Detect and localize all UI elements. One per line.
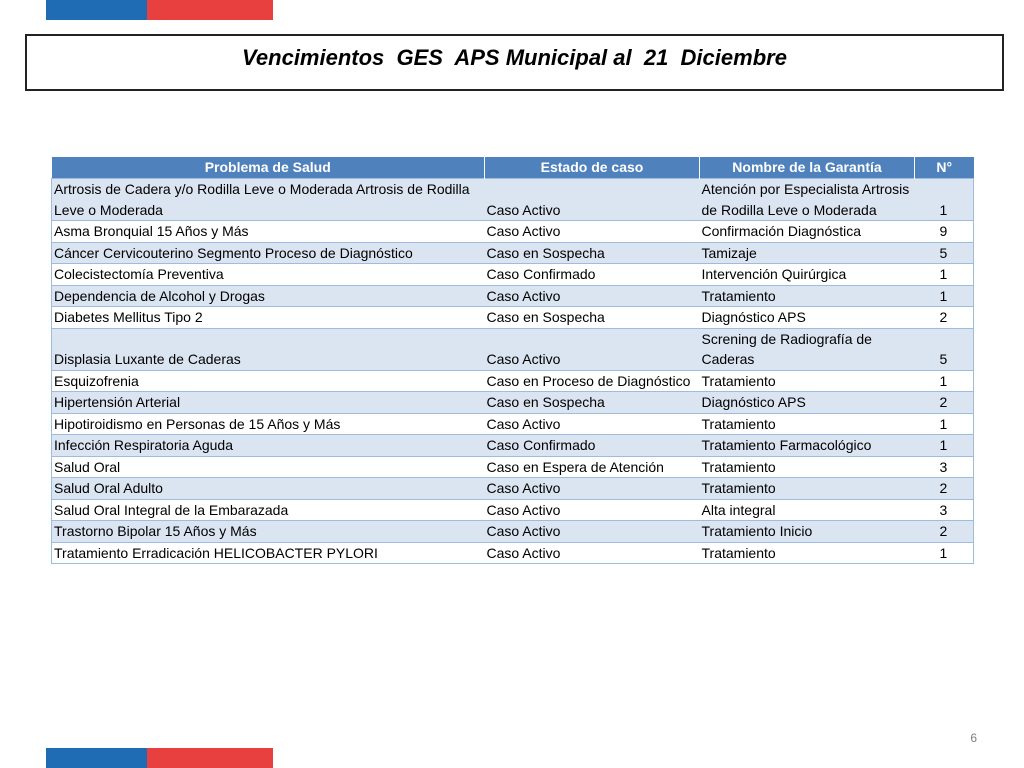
- cell-estado-de-caso: Caso Activo: [485, 542, 700, 564]
- table-row: [52, 370, 974, 392]
- cell-estado-de-caso: Caso Activo: [485, 521, 700, 543]
- cell-numero: 1: [915, 179, 974, 221]
- cell-estado-de-caso: Caso Activo: [485, 285, 700, 307]
- cell-problema-de-salud: Diabetes Mellitus Tipo 2: [52, 307, 485, 329]
- table-row: [52, 499, 974, 521]
- cell-problema-de-salud: Hipertensión Arterial: [52, 392, 485, 414]
- cell-problema-de-salud: Esquizofrenia: [52, 370, 485, 392]
- cell-problema-de-salud: Dependencia de Alcohol y Drogas: [52, 285, 485, 307]
- bottom-flag-bar: [46, 748, 273, 768]
- cell-estado-de-caso: Caso Activo: [485, 221, 700, 243]
- cell-estado-de-caso: Caso en Espera de Atención: [485, 456, 700, 478]
- table-row: [52, 392, 974, 414]
- cell-nombre-garantia: Diagnóstico APS: [700, 392, 915, 414]
- table-row: [52, 328, 974, 370]
- top-flag-bar: [46, 0, 273, 20]
- cell-numero: 3: [915, 456, 974, 478]
- cell-numero: 1: [915, 413, 974, 435]
- flag-blue-segment: [46, 748, 147, 768]
- title-box: [25, 34, 1004, 91]
- cell-estado-de-caso: Caso Activo: [485, 478, 700, 500]
- cell-estado-de-caso: Caso Activo: [485, 499, 700, 521]
- flag-red-segment: [147, 0, 273, 20]
- flag-blue-segment: [46, 0, 147, 20]
- cell-numero: 1: [915, 370, 974, 392]
- cell-nombre-garantia: Atención por Especialista Artrosis de Rodilla Leve o Moderada: [700, 179, 915, 221]
- table-row: [52, 413, 974, 435]
- cell-problema-de-salud: Hipotiroidismo en Personas de 15 Años y Más: [52, 413, 485, 435]
- table-row: [52, 285, 974, 307]
- table-header-row: [52, 157, 974, 179]
- cell-estado-de-caso: Caso en Sospecha: [485, 242, 700, 264]
- cell-problema-de-salud: Colecistectomía Preventiva: [52, 264, 485, 286]
- cell-estado-de-caso: Caso en Sospecha: [485, 392, 700, 414]
- header-estado-de-caso: Estado de caso: [485, 157, 700, 179]
- cell-problema-de-salud: Infección Respiratoria Aguda: [52, 435, 485, 457]
- cell-nombre-garantia: Tratamiento: [700, 456, 915, 478]
- ges-table: [51, 157, 974, 564]
- table-row: [52, 456, 974, 478]
- table-container: [51, 157, 973, 564]
- cell-nombre-garantia: Tratamiento Farmacológico: [700, 435, 915, 457]
- flag-red-segment: [147, 748, 273, 768]
- cell-problema-de-salud: Artrosis de Cadera y/o Rodilla Leve o Moderada Artrosis de Rodilla Leve o Moderada: [52, 179, 485, 221]
- cell-numero: 2: [915, 392, 974, 414]
- cell-nombre-garantia: Confirmación Diagnóstica: [700, 221, 915, 243]
- cell-numero: 1: [915, 435, 974, 457]
- table-row: [52, 478, 974, 500]
- cell-problema-de-salud: Asma Bronquial 15 Años y Más: [52, 221, 485, 243]
- cell-estado-de-caso: Caso Activo: [485, 328, 700, 370]
- table-body: [52, 179, 974, 564]
- cell-problema-de-salud: Trastorno Bipolar 15 Años y Más: [52, 521, 485, 543]
- cell-estado-de-caso: Caso Activo: [485, 179, 700, 221]
- cell-estado-de-caso: Caso en Sospecha: [485, 307, 700, 329]
- cell-nombre-garantia: Tratamiento: [700, 478, 915, 500]
- cell-nombre-garantia: Diagnóstico APS: [700, 307, 915, 329]
- table-row: [52, 521, 974, 543]
- cell-problema-de-salud: Salud Oral Adulto: [52, 478, 485, 500]
- table-row: [52, 307, 974, 329]
- cell-nombre-garantia: Tratamiento: [700, 542, 915, 564]
- header-nombre-garantia: Nombre de la Garantía: [700, 157, 915, 179]
- cell-numero: 1: [915, 542, 974, 564]
- page-title: Vencimientos GES APS Municipal al 21 Diciembre: [242, 45, 787, 70]
- cell-problema-de-salud: Displasia Luxante de Caderas: [52, 328, 485, 370]
- cell-numero: 1: [915, 264, 974, 286]
- cell-numero: 3: [915, 499, 974, 521]
- cell-numero: 2: [915, 307, 974, 329]
- cell-nombre-garantia: Intervención Quirúrgica: [700, 264, 915, 286]
- cell-nombre-garantia: Tratamiento: [700, 413, 915, 435]
- cell-numero: 9: [915, 221, 974, 243]
- cell-estado-de-caso: Caso Activo: [485, 413, 700, 435]
- header-problema-de-salud: Problema de Salud: [52, 157, 485, 179]
- table-row: [52, 221, 974, 243]
- table-row: [52, 242, 974, 264]
- table-row: [52, 435, 974, 457]
- cell-estado-de-caso: Caso Confirmado: [485, 435, 700, 457]
- cell-numero: 1: [915, 285, 974, 307]
- cell-nombre-garantia: Tamizaje: [700, 242, 915, 264]
- cell-nombre-garantia: Tratamiento: [700, 370, 915, 392]
- page-number: 6: [970, 731, 977, 745]
- cell-problema-de-salud: Tratamiento Erradicación HELICOBACTER PYLORI: [52, 542, 485, 564]
- cell-nombre-garantia: Tratamiento: [700, 285, 915, 307]
- table-row: [52, 264, 974, 286]
- cell-nombre-garantia: Alta integral: [700, 499, 915, 521]
- cell-problema-de-salud: Cáncer Cervicouterino Segmento Proceso de Diagnóstico: [52, 242, 485, 264]
- header-numero: N°: [915, 157, 974, 179]
- cell-problema-de-salud: Salud Oral Integral de la Embarazada: [52, 499, 485, 521]
- table-row: [52, 179, 974, 221]
- cell-nombre-garantia: Tratamiento Inicio: [700, 521, 915, 543]
- table-row: [52, 542, 974, 564]
- cell-nombre-garantia: Screning de Radiografía de Caderas: [700, 328, 915, 370]
- cell-numero: 5: [915, 328, 974, 370]
- cell-problema-de-salud: Salud Oral: [52, 456, 485, 478]
- cell-estado-de-caso: Caso en Proceso de Diagnóstico: [485, 370, 700, 392]
- cell-numero: 5: [915, 242, 974, 264]
- cell-estado-de-caso: Caso Confirmado: [485, 264, 700, 286]
- cell-numero: 2: [915, 521, 974, 543]
- cell-numero: 2: [915, 478, 974, 500]
